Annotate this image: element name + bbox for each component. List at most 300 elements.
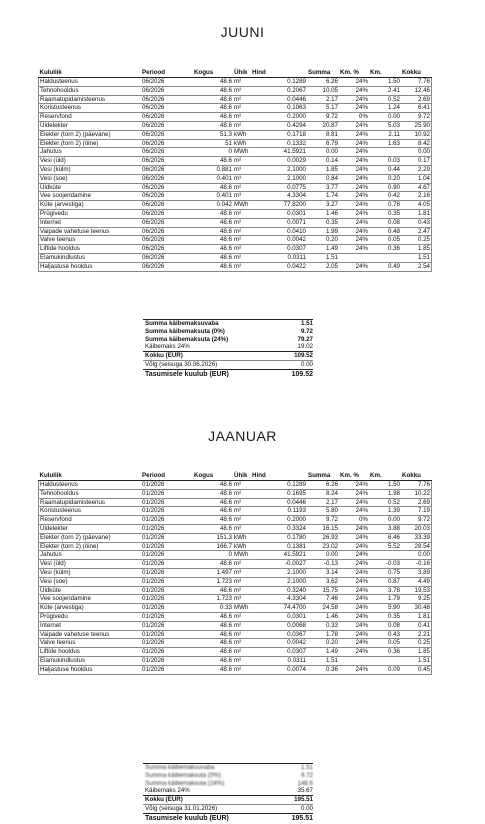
cell-unit: m² [233,95,251,104]
cell-vat-rate [339,253,369,262]
cell-unit: m² [233,104,251,113]
cell-vat-rate: 24% [339,130,369,139]
cell-unit-price: 0.0307 [251,648,307,657]
cell-unit-price: 0.0042 [251,236,307,245]
cell-period: 06/2026 [141,113,193,122]
cell-item-name: Elamukindlustus [39,656,142,665]
cell-vat-rate: 24% [339,568,369,577]
cell-period: 06/2026 [141,201,193,210]
cell-unit-price: 0.1695 [251,489,307,498]
cell-unit-price: 0.3324 [251,524,307,533]
cell-unit: MWh [233,551,251,560]
cell-vat-rate: 24% [339,507,369,516]
cell-vat-rate: 24% [339,201,369,210]
cell-item-name: Elekter (torn 2) (öine) [39,542,142,551]
table-row [39,165,432,174]
cell-unit: MWh [233,604,251,613]
cell-unit: m² [233,209,251,218]
cell-item-name: Vee soojendamine [39,595,142,604]
cell-vat-rate: 24% [339,639,369,648]
cell-quantity: 48.6 [193,227,233,236]
cell-vat-amount: 0.00 [369,516,401,525]
cell-unit: m² [233,253,251,262]
cell-sum: 1.49 [307,648,339,657]
cell-unit-price: 0.1063 [251,104,307,113]
cell-quantity: 48.6 [193,104,233,113]
cell-unit-price: 2.1000 [251,568,307,577]
cell-total: 4.49 [401,577,432,586]
cell-unit: m² [233,113,251,122]
cell-unit: m² [233,481,251,490]
cell-total: 10.92 [401,130,432,139]
cell-vat-amount [369,551,401,560]
cell-sum: 3.27 [307,201,339,210]
summary-row [143,328,313,336]
summary-label: Tasumisele kuulub (EUR) [145,370,229,378]
cell-sum: 9.72 [307,516,339,525]
cell-sum: 2.17 [307,95,339,104]
cell-period: 06/2026 [141,121,193,130]
table-row [39,577,432,586]
cell-vat-amount: 5.52 [369,542,401,551]
cell-unit-price: 0.0775 [251,183,307,192]
month-title: JUUNI [220,24,265,40]
cell-unit-price: 0.2000 [251,113,307,122]
cell-vat-amount: 1.79 [369,595,401,604]
cell-vat-amount: 5.03 [369,121,401,130]
cell-quantity: 48.6 [193,78,233,87]
cell-vat-rate: 0% [339,113,369,122]
cell-quantity: 48.6 [193,236,233,245]
cell-vat-rate: 24% [339,524,369,533]
cell-quantity: 48.6 [193,95,233,104]
cell-period: 01/2026 [141,542,193,551]
summary-row [143,336,313,344]
summary-value: 148.6 [297,779,313,787]
cell-sum: 3.77 [307,183,339,192]
cell-vat-amount: 0.49 [369,262,401,271]
cell-unit-price: 0.3240 [251,586,307,595]
cell-total: 9.72 [401,113,432,122]
cell-sum: 0.33 [307,621,339,630]
cell-total: 19.53 [401,586,432,595]
summary-row [143,787,313,795]
cell-item-name: Elamukindlustus [39,253,142,262]
cell-quantity: 1.723 [193,577,233,586]
cell-unit-price: 0.1381 [251,542,307,551]
cell-item-name: Liftide hooldus [39,245,142,254]
cell-vat-rate: 24% [339,209,369,218]
cell-vat-amount: 0.36 [369,648,401,657]
cell-period: 01/2026 [141,507,193,516]
column-header-quantity: Kogus [193,472,233,481]
table-row [39,542,432,551]
cell-item-name: Haldusteenus [39,78,142,87]
cell-period: 01/2026 [141,656,193,665]
cell-sum: 1.74 [307,192,339,201]
cell-quantity: 48.6 [193,560,233,569]
cell-vat-rate: 24% [339,604,369,613]
cell-item-name: Üldelekter [39,121,142,130]
cell-sum: 5.17 [307,104,339,113]
cell-period: 01/2026 [141,560,193,569]
cell-period: 01/2026 [141,630,193,639]
cell-vat-amount: 1.63 [369,139,401,148]
cell-vat-amount [369,148,401,157]
column-header-period: Periood [141,69,193,78]
cell-item-name: Vesi (soe) [39,174,142,183]
cell-unit-price: 0.0422 [251,262,307,271]
cell-quantity: 48.6 [193,507,233,516]
cell-item-name: Vesi (üld) [39,157,142,166]
cell-vat-rate: 24% [339,630,369,639]
cell-period: 01/2026 [141,533,193,542]
summary-row [143,369,313,380]
cell-vat-amount: 0.08 [369,621,401,630]
cell-unit-price: 2.1000 [251,165,307,174]
cell-quantity: 51 [193,139,233,148]
cell-total: 2.21 [401,630,432,639]
cell-unit-price: 2.1000 [251,577,307,586]
cell-period: 01/2026 [141,577,193,586]
cell-vat-amount: 1.50 [369,78,401,87]
table-row [39,201,432,210]
column-header-vat-amount: Km. [369,472,401,481]
cell-quantity: 48.6 [193,489,233,498]
cell-unit: m³ [233,577,251,586]
cell-vat-rate: 24% [339,262,369,271]
cell-period: 01/2026 [141,621,193,630]
cell-vat-amount: 0.03 [369,157,401,166]
cell-total: -0.16 [401,560,432,569]
cell-vat-amount: 0.05 [369,236,401,245]
cell-sum: 16.15 [307,524,339,533]
cell-quantity: 48.6 [193,157,233,166]
cell-quantity: 48.6 [193,86,233,95]
cell-vat-amount: 0.20 [369,174,401,183]
cell-sum: 0.36 [307,665,339,674]
cell-unit-price: 0.0068 [251,621,307,630]
cell-item-name: Vesi (üld) [39,560,142,569]
cell-unit: m³ [233,192,251,201]
cell-vat-amount: 0.90 [369,183,401,192]
cell-vat-rate: 24% [339,612,369,621]
cell-unit: m² [233,245,251,254]
cell-quantity: 48.6 [193,621,233,630]
cell-total: 0.43 [401,218,432,227]
cell-total: 20.03 [401,524,432,533]
cell-unit: m² [233,665,251,674]
table-row [39,86,432,95]
summary-value: 195.51 [294,796,313,804]
cell-unit: m³ [233,165,251,174]
cell-sum: 5.80 [307,507,339,516]
cell-vat-rate: 24% [339,192,369,201]
cell-vat-amount: 0.09 [369,665,401,674]
cell-item-name: Üldküte [39,183,142,192]
table-row [39,568,432,577]
cell-period: 01/2026 [141,551,193,560]
cell-quantity: 48.6 [193,262,233,271]
cell-period: 01/2026 [141,612,193,621]
cell-period: 01/2026 [141,516,193,525]
cell-item-name: Koristusteenus [39,104,142,113]
cell-period: 06/2026 [141,130,193,139]
cell-quantity: 48.6 [193,218,233,227]
table-row [39,227,432,236]
cell-quantity: 48.6 [193,516,233,525]
column-header-vat-rate: Km. % [339,69,369,78]
cell-item-name: Jahutus [39,551,142,560]
table-header-row [39,472,432,481]
cell-quantity: 48.6 [193,121,233,130]
cell-period: 01/2026 [141,586,193,595]
cell-total: 1.81 [401,209,432,218]
table-row [39,209,432,218]
cell-item-name: Vaipade vahetuse teenus [39,227,142,236]
cell-total: 0.41 [401,621,432,630]
cell-unit: m² [233,612,251,621]
cell-unit-price: 77.8200 [251,201,307,210]
cell-sum: 0.35 [307,218,339,227]
cell-vat-amount: -0.03 [369,560,401,569]
cell-unit: m² [233,262,251,271]
cell-unit-price: 0.0042 [251,639,307,648]
cell-vat-rate: 24% [339,86,369,95]
cell-quantity: 1.497 [193,568,233,577]
summary-label: Summa käibemaksuta (0%) [145,771,221,779]
cell-unit: kWh [233,139,251,148]
cell-total: 33.39 [401,533,432,542]
cell-vat-amount: 0.78 [369,201,401,210]
summary-row [143,351,313,360]
table-row [39,612,432,621]
cell-period: 01/2026 [141,648,193,657]
summary-value: 0.00 [300,804,313,812]
cell-unit-price: 0.1289 [251,78,307,87]
summary-value: 1.51 [300,320,313,327]
cell-total: 6.41 [401,104,432,113]
cell-sum: 1.51 [307,253,339,262]
cell-item-name: Liftide hooldus [39,648,142,657]
cell-unit-price: 4.3304 [251,595,307,604]
cell-vat-rate: 24% [339,481,369,490]
cell-unit: m² [233,183,251,192]
cell-vat-rate: 24% [339,236,369,245]
cell-unit: m² [233,524,251,533]
column-header-item-name: Kululiik [39,69,142,78]
cell-unit: m² [233,507,251,516]
cell-item-name: Prügivedu [39,209,142,218]
cell-vat-amount [369,253,401,262]
table-row [39,262,432,271]
cell-sum: 0.20 [307,236,339,245]
cell-sum: 0.14 [307,157,339,166]
table-row [39,516,432,525]
cell-item-name: Haldusteenus [39,481,142,490]
cell-total: 2.47 [401,227,432,236]
cell-sum: -0.13 [307,560,339,569]
cell-sum: 1.85 [307,165,339,174]
cell-vat-rate: 24% [339,183,369,192]
summary-label: Summa käibemaksuta (0%) [145,327,225,335]
table-row [39,586,432,595]
cell-total: 8.42 [401,139,432,148]
cell-sum: 1.51 [307,656,339,665]
cell-period: 06/2026 [141,78,193,87]
cell-period: 06/2026 [141,245,193,254]
cell-period: 01/2026 [141,639,193,648]
column-header-sum: Summa [307,472,339,481]
cell-unit: m² [233,121,251,130]
summary-value: 9.72 [300,327,313,335]
cell-vat-amount: 0.43 [369,630,401,639]
table-row [39,104,432,113]
cell-quantity: 48.6 [193,630,233,639]
cell-period: 06/2026 [141,262,193,271]
cell-item-name: Raamatupidamisteenus [39,95,142,104]
cell-vat-amount [369,656,401,665]
cell-vat-rate: 24% [339,78,369,87]
cell-vat-amount: 0.44 [369,165,401,174]
cell-sum: 23.02 [307,542,339,551]
invoice-summary [143,319,313,380]
table-row [39,183,432,192]
summary-label: Võlg (seisuga 30.06.2026) [145,360,218,368]
cell-item-name: Vee soojendamine [39,192,142,201]
invoice-summary [143,763,313,824]
summary-row [143,813,313,824]
cell-sum: 0.00 [307,148,339,157]
cell-unit: m² [233,227,251,236]
cell-item-name: Raamatupidamisteenus [39,498,142,507]
table-row [39,253,432,262]
cell-quantity: 48.6 [193,113,233,122]
cell-unit-price: 0.1780 [251,533,307,542]
cell-vat-rate: 24% [339,533,369,542]
summary-label: Käibemaks 24% [145,787,190,795]
cell-vat-amount: 0.08 [369,218,401,227]
cell-vat-rate: 24% [339,245,369,254]
cell-total: 1.51 [401,656,432,665]
cell-sum: 0.84 [307,174,339,183]
cell-period: 06/2026 [141,183,193,192]
summary-label: Käibemaks 24% [145,343,190,351]
cell-total: 0.25 [401,236,432,245]
cell-vat-rate: 24% [339,551,369,560]
invoice-table [38,472,432,675]
cell-unit-price: 0.1193 [251,507,307,516]
cell-quantity: 48.6 [193,656,233,665]
cell-vat-rate: 24% [339,586,369,595]
cell-vat-amount: 0.75 [369,568,401,577]
cell-item-name: Internet [39,621,142,630]
cell-quantity: 48.6 [193,209,233,218]
cell-unit: m² [233,639,251,648]
cell-quantity: 51.3 [193,130,233,139]
cell-total: 0.25 [401,639,432,648]
cell-unit: m² [233,630,251,639]
cell-sum: 0.20 [307,639,339,648]
cell-item-name: Tehnohooldus [39,86,142,95]
cell-vat-rate: 24% [339,621,369,630]
column-header-item-name: Kululiik [39,472,142,481]
cell-total: 25.90 [401,121,432,130]
cell-unit: m² [233,236,251,245]
cell-period: 06/2026 [141,236,193,245]
column-header-unit-price: Hind [251,69,307,78]
cell-vat-amount: 0.42 [369,192,401,201]
cell-item-name: Küte (arvestiga) [39,604,142,613]
cell-unit: m² [233,621,251,630]
cell-total: 2.29 [401,165,432,174]
cell-unit-price: 0.0367 [251,630,307,639]
summary-value: 79.27 [297,335,313,343]
cell-unit-price: 74.4700 [251,604,307,613]
table-row [39,139,432,148]
cell-quantity: 1.723 [193,595,233,604]
table-body [39,78,432,272]
cell-period: 06/2026 [141,95,193,104]
summary-row [143,780,313,788]
cell-unit-price: 4.3304 [251,192,307,201]
cell-vat-rate: 24% [339,498,369,507]
table-row [39,604,432,613]
table-row [39,595,432,604]
cell-sum: 1.49 [307,245,339,254]
cell-period: 06/2026 [141,253,193,262]
cell-total: 0.00 [401,551,432,560]
cell-total: 10.22 [401,489,432,498]
cell-quantity: 0 [193,551,233,560]
column-header-vat-amount: Km. [369,69,401,78]
cell-sum: 3.62 [307,577,339,586]
summary-row [143,763,313,772]
table-row [39,218,432,227]
column-header-vat-rate: Km. % [339,472,369,481]
summary-row [143,343,313,351]
cell-unit-price: 0.0074 [251,665,307,674]
cell-vat-amount: 1.98 [369,489,401,498]
cell-period: 06/2026 [141,165,193,174]
cell-sum: 1.46 [307,209,339,218]
cell-quantity: 48.6 [193,498,233,507]
cell-vat-rate: 24% [339,148,369,157]
cell-total: 7.76 [401,78,432,87]
table-row [39,498,432,507]
cell-quantity: 0.042 [193,201,233,210]
cell-sum: 1.99 [307,227,339,236]
cell-total: 7.19 [401,507,432,516]
cell-period: 06/2026 [141,209,193,218]
cell-sum: 15.75 [307,586,339,595]
table-row [39,174,432,183]
cell-unit: m² [233,498,251,507]
cell-sum: 6.26 [307,481,339,490]
cell-sum: 2.17 [307,498,339,507]
cell-vat-amount: 0.52 [369,95,401,104]
cell-vat-rate: 24% [339,560,369,569]
column-header-quantity: Kogus [193,69,233,78]
cell-total: 1.81 [401,612,432,621]
cell-item-name: Elekter (torn 2) (öine) [39,139,142,148]
cell-unit-price: 0.1718 [251,130,307,139]
cell-period: 06/2026 [141,86,193,95]
cell-vat-rate [339,656,369,665]
cell-sum: 26.93 [307,533,339,542]
table-row [39,236,432,245]
table-row [39,95,432,104]
